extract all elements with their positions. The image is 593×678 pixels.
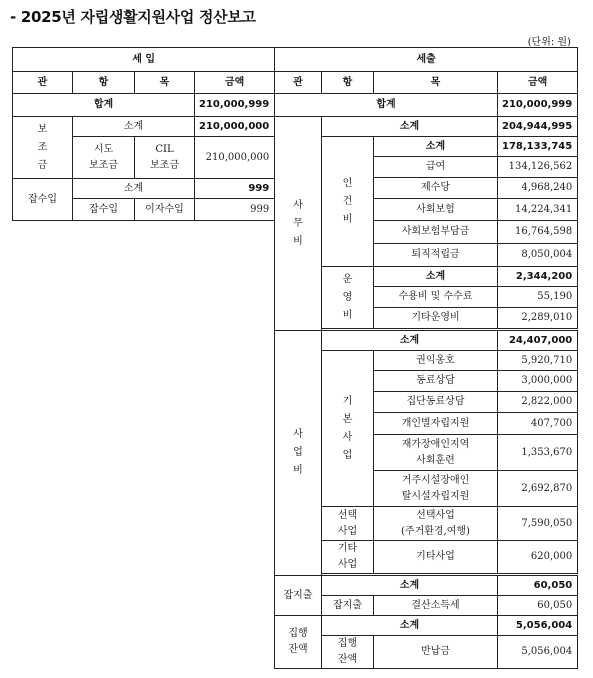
- expense-personnel-item-amount: 16,764,598: [498, 221, 578, 244]
- income-col-hang: 항: [73, 72, 135, 94]
- expense-basic-item-amount: 407,700: [498, 413, 578, 435]
- expense-office-subtotal-label: 소계: [322, 117, 498, 137]
- expense-operation-item: 기타운영비: [374, 308, 498, 329]
- income-table: [12, 47, 275, 221]
- expense-project-subtotal-amount: 24,407,000: [498, 331, 578, 351]
- expense-personnel-item: 제수당: [374, 178, 498, 199]
- expense-basic-item: 집단동료상담: [374, 392, 498, 413]
- expense-personnel-item: 퇴직적립금: [374, 244, 498, 267]
- expense-personnel-subtotal-label: 소계: [374, 137, 498, 157]
- expense-personnel-item: 사회보험부담금: [374, 221, 498, 244]
- expense-basic-item-amount: 2,822,000: [498, 392, 578, 413]
- income-gwan-misc: 잡수입: [13, 179, 73, 221]
- expense-balance-mok: 반납금: [374, 636, 498, 669]
- income-subsidy-hang: 시도 보조금: [73, 137, 135, 179]
- income-total-amount: 210,000,999: [195, 94, 275, 117]
- expense-basic-item: 재가장애인지역 사회훈련: [374, 435, 498, 471]
- expense-personnel-item-amount: 4,968,240: [498, 178, 578, 199]
- expense-personnel-item-amount: 14,224,341: [498, 199, 578, 221]
- expense-personnel-item-amount: 8,050,004: [498, 244, 578, 267]
- income-subsidy-subtotal-label: 소계: [73, 117, 195, 137]
- expense-table: [274, 47, 578, 669]
- page-title: - 2025년 자립생활지원사업 정산보고: [10, 8, 256, 26]
- expense-total-amount: 210,000,999: [498, 94, 578, 117]
- expense-basic-item: 동료상담: [374, 371, 498, 392]
- expense-basic-item: 거주시설장애인 탈시설자립지원: [374, 471, 498, 507]
- expense-gwan-office: 사 무 비: [275, 117, 322, 331]
- expense-operation-subtotal-label: 소계: [374, 267, 498, 287]
- expense-personnel-item: 사회보험: [374, 199, 498, 221]
- expense-optional-amount: 7,590,050: [498, 507, 578, 541]
- expense-optional-mok: 선택사업 (주거환경,여행): [374, 507, 498, 541]
- expense-header: 세출: [275, 48, 578, 72]
- expense-misc-hang: 잡지출: [322, 596, 374, 616]
- expense-hang-personnel: 인 건 비: [322, 137, 374, 267]
- expense-misc-subtotal-label: 소계: [322, 576, 498, 596]
- expense-gwan-misc: 잡지출: [275, 576, 322, 616]
- expense-personnel-subtotal-amount: 178,133,745: [498, 137, 578, 157]
- income-misc-mok: 이자수입: [135, 199, 195, 221]
- expense-operation-item: 수용비 및 수수료: [374, 287, 498, 308]
- expense-gwan-balance: 집행 잔액: [275, 616, 322, 669]
- expense-gwan-project: 사 업 비: [275, 331, 322, 576]
- expense-other-amount: 620,000: [498, 541, 578, 574]
- expense-balance-hang: 집행 잔액: [322, 636, 374, 669]
- income-header: 세 입: [13, 48, 275, 72]
- expense-operation-subtotal-amount: 2,344,200: [498, 267, 578, 287]
- income-col-mok: 목: [135, 72, 195, 94]
- expense-misc-amount: 60,050: [498, 596, 578, 616]
- expense-basic-item: 권익옹호: [374, 351, 498, 371]
- income-col-gwan: 관: [13, 72, 73, 94]
- unit-label: (단위: 원): [527, 37, 571, 48]
- expense-basic-item-amount: 3,000,000: [498, 371, 578, 392]
- expense-hang-basic: 기 본 사 업: [322, 351, 374, 507]
- expense-hang-optional: 선택 사업: [322, 507, 374, 541]
- expense-col-mok: 목: [374, 72, 498, 94]
- expense-basic-item-amount: 5,920,710: [498, 351, 578, 371]
- expense-balance-subtotal-amount: 5,056,004: [498, 616, 578, 636]
- income-subsidy-mok: CIL 보조금: [135, 137, 195, 179]
- expense-hang-other: 기타 사업: [322, 541, 374, 574]
- income-misc-amount: 999: [195, 199, 275, 221]
- expense-other-mok: 기타사업: [374, 541, 498, 574]
- income-total-label: 합계: [13, 94, 195, 117]
- income-subsidy-subtotal-amount: 210,000,000: [195, 117, 275, 137]
- income-misc-subtotal-label: 소계: [73, 179, 195, 199]
- expense-project-subtotal-label: 소계: [322, 331, 498, 351]
- expense-misc-mok: 결산소득세: [374, 596, 498, 616]
- income-col-amount: 금액: [195, 72, 275, 94]
- expense-basic-item: 개인별자립지원: [374, 413, 498, 435]
- expense-basic-item-amount: 1,353,670: [498, 435, 578, 471]
- expense-col-amount: 금액: [498, 72, 578, 94]
- expense-personnel-item-amount: 134,126,562: [498, 157, 578, 178]
- expense-balance-amount: 5,056,004: [498, 636, 578, 669]
- expense-hang-operation: 운 영 비: [322, 267, 374, 329]
- expense-operation-item-amount: 55,190: [498, 287, 578, 308]
- expense-misc-subtotal-amount: 60,050: [498, 576, 578, 596]
- expense-office-subtotal-amount: 204,944,995: [498, 117, 578, 137]
- expense-operation-item-amount: 2,289,010: [498, 308, 578, 329]
- income-subsidy-amount: 210,000,000: [195, 137, 275, 179]
- expense-basic-item-amount: 2,692,870: [498, 471, 578, 507]
- expense-col-gwan: 관: [275, 72, 322, 94]
- income-misc-subtotal-amount: 999: [195, 179, 275, 199]
- expense-personnel-item: 급여: [374, 157, 498, 178]
- income-misc-hang: 잡수입: [73, 199, 135, 221]
- expense-total-label: 합계: [275, 94, 498, 117]
- expense-col-hang: 항: [322, 72, 374, 94]
- expense-balance-subtotal-label: 소계: [322, 616, 498, 636]
- income-gwan-subsidy: 보 조 금: [13, 117, 73, 179]
